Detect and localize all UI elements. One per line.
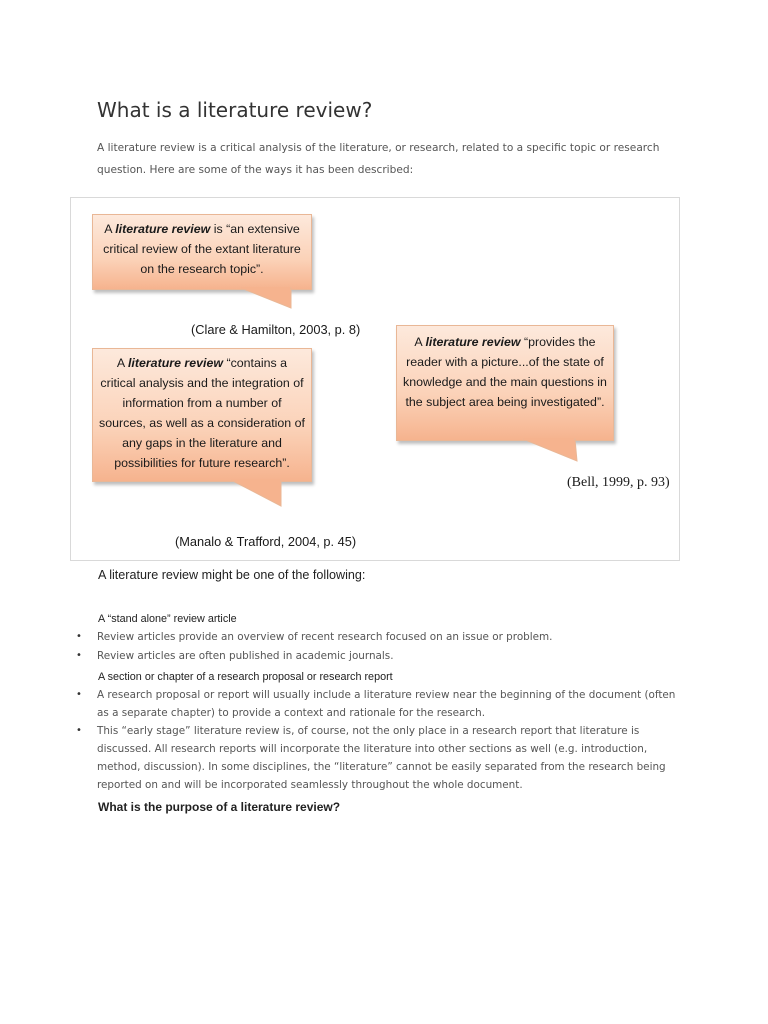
section-heading-stand-alone: A “stand alone” review article — [98, 613, 237, 625]
callout-bell-tail — [523, 439, 583, 465]
bullet-glyph: • — [76, 689, 82, 700]
callout-bell-prefix: A — [414, 335, 426, 349]
callout-manalo-text: “contains a critical analysis and the integration of information from a number of sources, as well as a consideration of any gaps in the literature and possibilities for future research”. — [99, 356, 305, 470]
callout-manalo-tail — [231, 480, 291, 510]
bullet-glyph: • — [76, 725, 82, 736]
callout-bell-text: “provides the reader with a picture...of the state of knowledge and the main questions in the subject area being investigated”. — [403, 335, 607, 409]
citation-manalo: (Manalo & Trafford, 2004, p. 45) — [175, 534, 357, 549]
bullet-glyph: • — [76, 631, 82, 642]
page-title: What is a literature review? — [97, 98, 373, 122]
callout-manalo-term: literature review — [127, 356, 223, 370]
citation-clare: (Clare & Hamilton, 2003, p. 8) — [191, 322, 361, 337]
intro-paragraph: A literature review is a critical analysis of the literature, or research, related to a specific topic or research question. Here are some of the ways it has been described: — [97, 142, 660, 176]
list-item-text: Review articles provide an overview of recent research focused on an issue or problem. — [97, 631, 553, 643]
list-item — [76, 686, 696, 722]
list-item-text: A research proposal or report will usually include a literature review near the beginning of the document (often as a separate chapter) to provide a context and rationale for the research. — [97, 689, 676, 719]
purpose-heading: What is the purpose of a literature review? — [98, 800, 341, 814]
callout-bell — [396, 325, 614, 441]
callout-bell-term: literature review — [425, 335, 521, 349]
list-item — [76, 647, 696, 665]
callout-clare-text: is “an extensive critical review of the extant literature on the research topic”. — [103, 222, 301, 276]
list-item — [76, 722, 696, 794]
bullet-glyph: • — [76, 650, 82, 661]
list-item — [76, 628, 696, 646]
callout-clare-tail — [241, 288, 301, 312]
callout-clare-term: literature review — [115, 222, 211, 236]
callout-clare-prefix: A — [104, 222, 116, 236]
list-heading: A literature review might be one of the following: — [98, 568, 366, 582]
callout-manalo — [92, 348, 312, 482]
section-heading-proposal: A section or chapter of a research proposal or research report — [98, 671, 393, 683]
list-item-text: Review articles are often published in academic journals. — [97, 650, 394, 662]
quote-panel — [70, 197, 680, 561]
callout-manalo-prefix: A — [116, 356, 128, 370]
callout-clare — [92, 214, 312, 290]
citation-bell: (Bell, 1999, p. 93) — [567, 475, 670, 490]
list-item-text: This “early stage” literature review is, of course, not the only place in a research report that literature is discussed. All research reports will incorporate the literature into other sections as well (e.g. introduction, method, discussion). In some disciplines, the “literature” cannot be easily separated from the research being reported on and will be incorporated seamlessly throughout the whole document. — [97, 725, 666, 791]
